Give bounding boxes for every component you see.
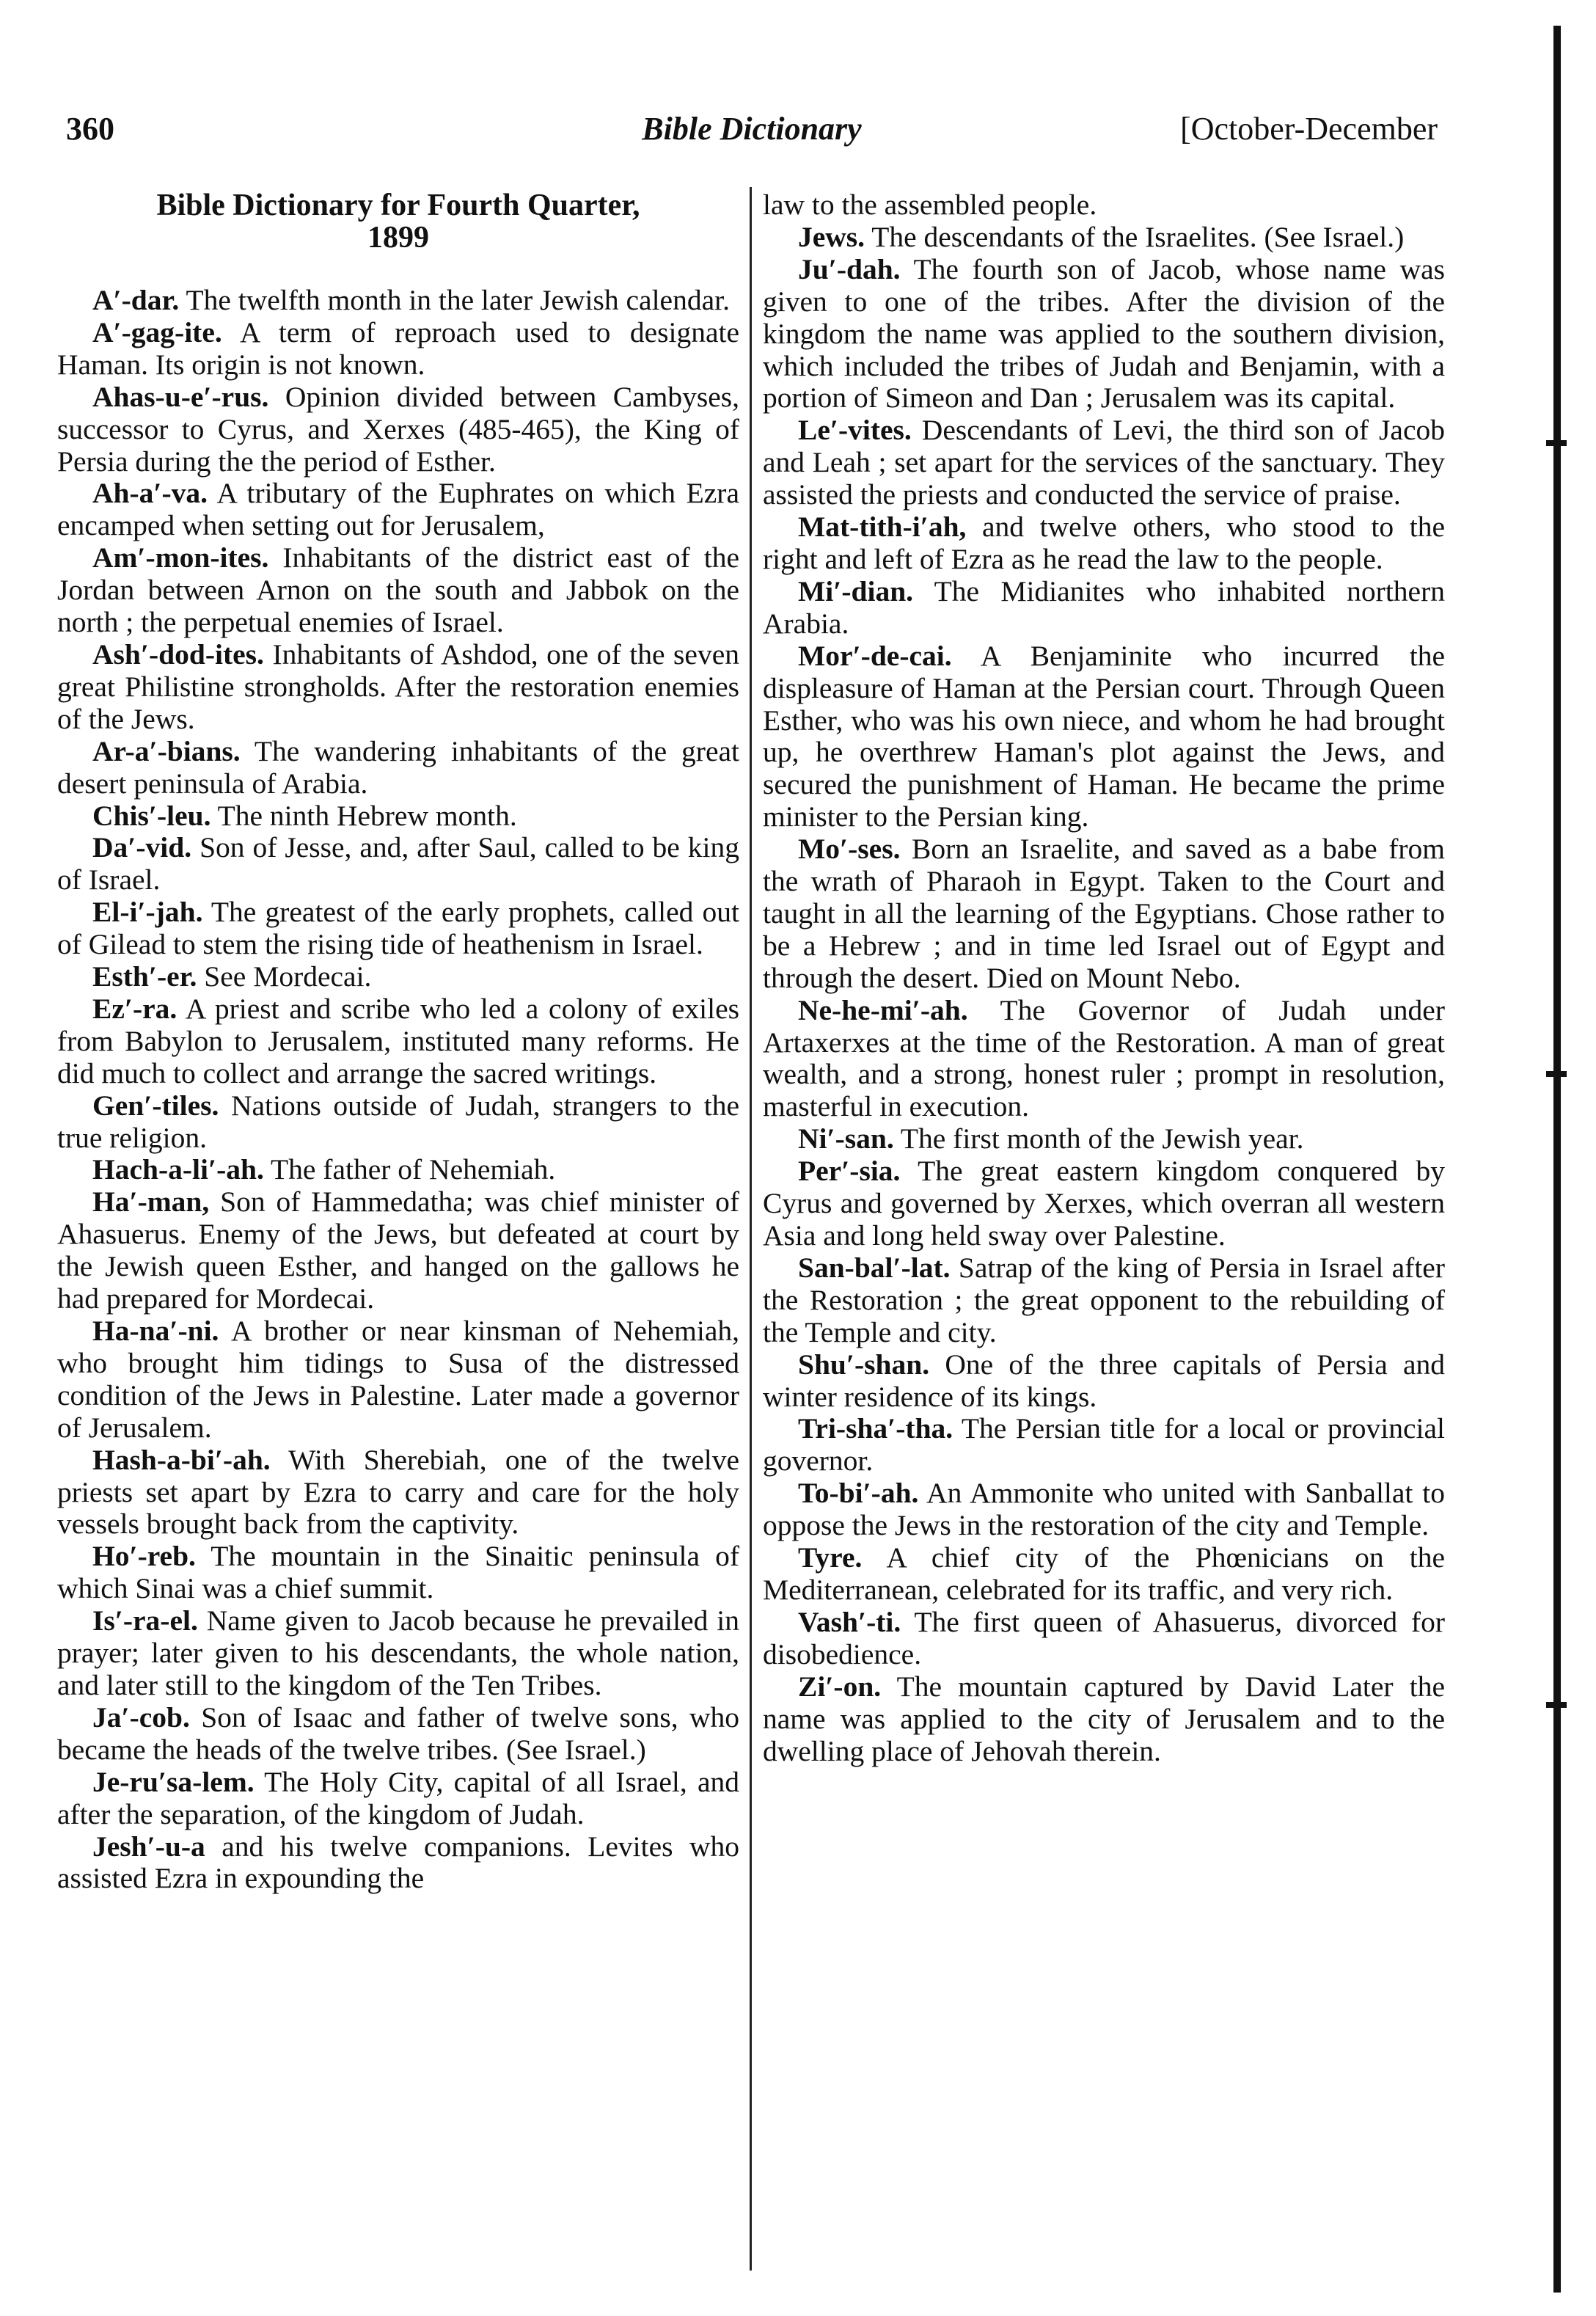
entry-definition: Inhabitants of the district east of the Jordan between Arnon on the south and Jabbok on the north ; the perpetual enemies of Israel. (57, 541, 739, 639)
dictionary-entry (57, 1605, 739, 1702)
entry-headword: Ez′-ra. (92, 992, 177, 1025)
entry-headword: Am′-mon-ites. (92, 541, 269, 574)
dictionary-entry (57, 1090, 739, 1155)
page-edge-rule (1553, 26, 1561, 2293)
entry-definition: One of the three capitals of Persia and winter residence of its kings. (763, 1348, 1445, 1413)
entry-headword: Ne-he-mi′-ah. (798, 993, 968, 1026)
dictionary-entry (763, 576, 1445, 640)
entry-headword: Le′-vites. (798, 414, 912, 447)
entry-definition: The mountain captured by David Later the name was applied to the city of Jerusalem and to the dwelling place of Jehovah therein. (763, 1670, 1445, 1767)
entry-definition: The mountain in the Sinaitic peninsula of which Sinai was a chief summit. (57, 1540, 739, 1605)
dictionary-entry (57, 285, 739, 317)
entry-definition: The Holy City, capital of all Israel, and after the separation, of the kingdom of Judah. (57, 1765, 739, 1830)
entry-definition: A tributary of the Euphrates on which Ezra encamped when setting out for Jerusalem, (57, 477, 739, 542)
dictionary-entry (763, 511, 1445, 576)
dictionary-entry (763, 1155, 1445, 1252)
page-number: 360 (66, 111, 114, 147)
entry-headword: A′-dar. (92, 284, 180, 316)
dictionary-entry (57, 1702, 739, 1767)
entry-headword: Mat-tith-i′ah, (798, 511, 967, 544)
entry-headword: Gen′-tiles. (92, 1089, 219, 1122)
entry-definition: and his twelve companions. Levites who assisted Ezra in expounding the (57, 1830, 739, 1895)
entry-definition: A term of reproach used to designate Haman. Its origin is not known. (57, 315, 739, 381)
entry-definition: The first queen of Ahasuerus, divorced for disobedience. (763, 1605, 1445, 1670)
entry-definition: See Mordecai. (197, 960, 372, 993)
entry-definition: The wandering inhabitants of the great desert peninsula of Arabia. (57, 734, 739, 800)
dictionary-entry (57, 961, 739, 993)
entry-definition: The Persian title for a local or provincial governor. (763, 1412, 1445, 1477)
entry-headword: Shu′-shan. (798, 1348, 930, 1381)
dictionary-entry (57, 1831, 739, 1896)
entry-headword: Hash-a-bi′-ah. (92, 1443, 271, 1476)
entry-definition: The descendants of the Israelites. (See Israel.) (865, 220, 1405, 253)
entry-definition: Nations outside of Judah, strangers to the true religion. (57, 1089, 739, 1154)
entry-headword: Tri-sha′-tha. (798, 1412, 953, 1445)
left-entry-list (57, 285, 739, 1895)
entry-headword: Is′-ra-el. (92, 1604, 198, 1637)
heading-line: Bible Dictionary for Fourth Quarter, (156, 189, 640, 222)
entry-headword: Ha-na′-ni. (92, 1315, 219, 1347)
entry-definition: With Sherebiah, one of the twelve priests set apart by Ezra to carry and care for the holy vessels brought back from the captivity. (57, 1443, 739, 1541)
page-edge-mark (1546, 1071, 1567, 1077)
entry-definition: A priest and scribe who led a colony of exiles from Babylon to Jerusalem, instituted many reforms. He did much to collect and arrange the sacred writings. (57, 992, 739, 1089)
dictionary-entry (763, 833, 1445, 995)
entry-headword: Hach-a-li′-ah. (92, 1153, 264, 1186)
entry-definition: A chief city of the Phœnicians on the Mediterranean, celebrated for its traffic, and very rich. (763, 1541, 1445, 1606)
entry-definition: The fourth son of Jacob, whose name was given to one of the tribes. After the division of the kingdom the name was applied to the southern division, which included the tribes of Judah and Benjamin, with a portion of Simeon and Dan ; Jerusalem was its capital. (763, 252, 1445, 414)
dictionary-entry (763, 1542, 1445, 1607)
entry-headword: A′-gag-ite. (92, 315, 222, 348)
dictionary-entry (763, 1349, 1445, 1414)
entry-definition: Satrap of the king of Persia in Israel after the Restoration ; the great opponent to the rebuilding of the Temple and city. (763, 1251, 1445, 1348)
entry-headword: Da′-vid. (92, 831, 192, 864)
entry-headword: Ja′-cob. (92, 1701, 190, 1734)
page-header (66, 110, 1438, 161)
entry-definition: Son of Isaac and father of twelve sons, who became the heads of the twelve tribes. (See Israel.) (57, 1701, 739, 1766)
dictionary-entry (763, 222, 1445, 254)
entry-headword: Mi′-dian. (798, 574, 914, 607)
continued-text: law to the assembled people. (763, 189, 1097, 221)
entry-definition: A brother or near kinsman of Nehemiah, who brought him tidings to Susa of the distressed condition of the Jews in Palestine. Later made a governor of Jerusalem. (57, 1315, 739, 1444)
dictionary-entry (57, 1541, 739, 1605)
entry-definition: The great eastern kingdom conquered by Cyrus and governed by Xerxes, which overran all western Asia and long held sway over Palestine. (763, 1155, 1445, 1252)
dictionary-entry (57, 542, 739, 639)
dictionary-entry (57, 736, 739, 800)
entry-headword: Ar-a′-bians. (92, 734, 241, 767)
dictionary-entry (763, 1477, 1445, 1542)
dictionary-entry (763, 1671, 1445, 1768)
entry-definition: The first month of the Jewish year. (893, 1122, 1304, 1155)
page-edge-mark (1546, 1702, 1567, 1708)
dictionary-entry (57, 317, 739, 381)
entry-headword: Vash′-ti. (798, 1605, 901, 1638)
entry-definition: The Midianites who inhabited northern Arabia. (763, 574, 1445, 640)
entry-headword: Mo′-ses. (798, 833, 901, 866)
entry-headword: Ha′-man, (92, 1186, 210, 1219)
entry-definition: The twelfth month in the later Jewish calendar. (179, 284, 730, 316)
entry-headword: To-bi′-ah. (798, 1477, 919, 1510)
entry-headword: Jews. (798, 220, 865, 253)
entry-headword: Ho′-reb. (92, 1540, 196, 1573)
entry-headword: Per′-sia. (798, 1155, 901, 1188)
dictionary-entry (763, 254, 1445, 415)
dictionary-entry (57, 1186, 739, 1315)
entry-headword: Esth′-er. (92, 960, 197, 993)
dictionary-heading (57, 189, 739, 254)
entry-headword: Ah-a′-va. (92, 477, 208, 510)
entry-definition: The Governor of Judah under Artaxerxes at the time of the Restoration. A man of great wealth, and a strong, honest ruler ; prompt in resolution, masterful in execution. (763, 993, 1445, 1123)
entry-headword: Je-ru′sa-lem. (92, 1765, 255, 1798)
dictionary-entry (57, 896, 739, 961)
dictionary-entry (57, 381, 739, 478)
entry-headword: Jesh′-u-a (92, 1830, 205, 1863)
dictionary-entry (57, 1154, 739, 1186)
entry-headword: El-i′-jah. (92, 896, 203, 929)
right-entry-list (763, 222, 1445, 1768)
entry-definition: Son of Jesse, and, after Saul, called to be king of Israel. (57, 831, 739, 896)
running-title: Bible Dictionary (642, 111, 862, 147)
entry-headword: Zi′-on. (798, 1670, 882, 1703)
entry-definition: The greatest of the early prophets, called out of Gilead to stem the rising tide of heathenism in Israel. (57, 896, 739, 961)
dictionary-entry (57, 832, 739, 896)
column-divider (750, 187, 752, 2271)
dictionary-entry (763, 640, 1445, 833)
entry-headword: Tyre. (798, 1541, 863, 1574)
entry-definition: The father of Nehemiah. (263, 1153, 556, 1186)
dictionary-entry (57, 478, 739, 542)
entry-definition: Son of Hammedatha; was chief minister of Ahasuerus. Enemy of the Jews, but defeated at court by the Jewish queen Esther, and hanged on the gallows he had prepared for Mordecai. (57, 1186, 739, 1315)
dictionary-entry (57, 1444, 739, 1541)
entry-headword: Mor′-de-cai. (798, 639, 952, 672)
entry-headword: Ni′-san. (798, 1122, 894, 1155)
dictionary-entry (763, 414, 1445, 511)
section-label: [October-December (1180, 111, 1438, 147)
left-column (57, 189, 739, 1895)
entry-definition: Inhabitants of Ashdod, one of the seven great Philistine strongholds. After the restoration enemies of the Jews. (57, 638, 739, 735)
right-column (763, 189, 1445, 1767)
entry-headword: Ahas-u-e′-rus. (92, 380, 269, 413)
entry-definition: Born an Israelite, and saved as a babe from the wrath of Pharaoh in Egypt. Taken to the Court and taught in all the learning of the Egyptians. Chose rather to be a Hebrew ; and in time led Israel out of Egypt and through the desert. Died on Mount Nebo. (763, 833, 1445, 994)
dictionary-entry (57, 639, 739, 736)
entry-definition: The ninth Hebrew month. (211, 799, 517, 832)
dictionary-entry (57, 800, 739, 833)
dictionary-entry (57, 1767, 739, 1831)
entry-definition: An Ammonite who united with Sanballat to oppose the Jews in the restoration of the city and Temple. (763, 1477, 1445, 1542)
entry-definition: Descendants of Levi, the third son of Jacob and Leah ; set apart for the services of the sanctuary. They assisted the priests and conducted the service of praise. (763, 414, 1445, 511)
dictionary-entry (763, 1607, 1445, 1671)
entry-headword: Ju′-dah. (798, 252, 901, 285)
dictionary-entry (763, 995, 1445, 1124)
entry-definition: Opinion divided between Cambyses, successor to Cyrus, and Xerxes (485-465), the King of Persia during the the period of Esther. (57, 380, 739, 478)
dictionary-entry (763, 1123, 1445, 1155)
entry-definition: and twelve others, who stood to the right and left of Ezra as he read the law to the people. (763, 511, 1445, 575)
entry-definition: Name given to Jacob because he prevailed in prayer; later given to his descendants, the whole nation, and later still to the kingdom of the Ten Tribes. (57, 1604, 739, 1701)
page-edge-mark (1546, 440, 1567, 446)
dictionary-entry (763, 1252, 1445, 1349)
entry-headword: Ash′-dod-ites. (92, 638, 264, 671)
entry-headword: Chis′-leu. (92, 799, 211, 832)
dictionary-entry (57, 1315, 739, 1444)
dictionary-entry (57, 993, 739, 1090)
dictionary-entry (763, 1413, 1445, 1477)
entry-headword: San-bal′-lat. (798, 1251, 951, 1284)
heading-year: 1899 (367, 221, 429, 255)
entry-definition: A Benjaminite who incurred the displeasure of Haman at the Persian court. Through Queen Esther, who was his own niece, and whom he had brought up, he overthrew Haman's plot against the Jews, and secured the punishment of Haman. He became the prime minister to the Persian king. (763, 639, 1445, 833)
